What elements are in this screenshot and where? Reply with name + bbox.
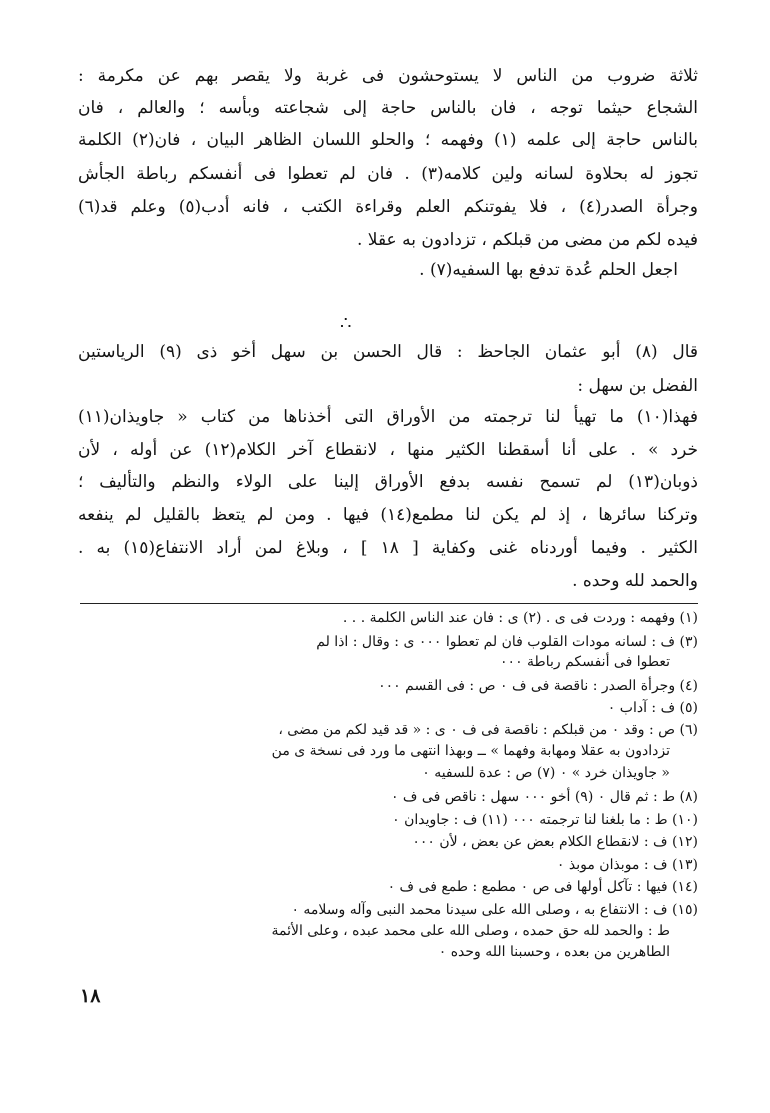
footnote-continuation: الطاهرين من بعده ، وحسبنا الله وحده ٠ xyxy=(438,944,670,960)
text-line: الفضل بن سهل : xyxy=(577,376,698,396)
text-line: وجرأة الصدر(٤) ، فلا يفوتنكم العلم وقراءة الكتب ، فانه أدب(٥) وعلم قد(٦) xyxy=(78,197,699,217)
text-line: الكثير . وفيما أوردناه غنى وكفاية [ ١٨ ] ، وبلاغ لمن أراد الانتفاع(١٥) به . xyxy=(78,538,698,558)
footnote: (١٠) ط : ما بلغنا لنا ترجمته ٠٠٠ (١١) ف : جاويدان ٠ xyxy=(392,812,698,828)
footnote: (٨) ط : ثم قال ٠ (٩) أخو ٠٠٠ سهل : ناقص فى ف ٠ xyxy=(390,789,698,805)
footnote-divider xyxy=(80,603,698,604)
footnote: (٤) وجرأة الصدر : ناقصة فى ف ٠ ص : فى القسم ٠٠٠ xyxy=(378,678,698,694)
section-separator: ∴ xyxy=(340,313,352,334)
text-line: قال (٨) أبو عثمان الجاحظ : قال الحسن بن سهل أخو ذى (٩) الرياستين xyxy=(78,342,699,362)
footnote: (١٣) ف : موبذان موبذ ٠ xyxy=(556,857,698,873)
footnote: (٦) ص : وقد ٠ من قبلكم : ناقصة فى ف ٠ ى : « قد قيد لكم من مضى ، xyxy=(278,722,698,738)
page-number: ١٨ xyxy=(80,985,101,1007)
text-line: ثلاثة ضروب من الناس لا يستوحشون فى غربة ولا يقصر بهم عن مكرمة : xyxy=(78,66,698,86)
text-line: وتركنا سائرها ، إذ لم يكن لنا مطمع(١٤) فيها . ومن لم يتعظ بالقليل لم ينفعه xyxy=(78,505,698,525)
footnote: (١٥) ف : الانتفاع به ، وصلى الله على سيدنا محمد النبى وآله وسلامه ٠ xyxy=(291,902,698,918)
text-line: تجوز له بحلاوة لسانه ولين كلامه(٣) . فان لم تعطوا فى أنفسكم رباطة الجأش xyxy=(78,164,698,184)
text-line: فيده لكم من مضى من قبلكم ، تزدادون به عقلا . xyxy=(357,230,698,250)
footnote-continuation: « جاويذان خرد » ٠ (٧) ص : عدة للسفيه ٠ xyxy=(422,765,670,781)
text-line: الشجاع حيثما توجه ، فان بالناس حاجة إلى شجاعته وبأسه ؛ والعالم ، فان xyxy=(78,98,698,118)
text-line: بالناس حاجة إلى علمه (١) وفهمه ؛ والحلو اللسان الظاهر البيان ، فان(٢) الكلمة xyxy=(78,130,698,150)
footnote: (١٤) فيها : تآكل أولها فى ص ٠ مطمع : طمع فى ف ٠ xyxy=(387,879,698,895)
text-line: والحمد لله وحده . xyxy=(572,571,698,591)
footnote-continuation: ط : والحمد لله حق حمده ، وصلى الله على محمد عبده ، وعلى الأئمة xyxy=(271,923,670,939)
footnote-continuation: تعطوا فى أنفسكم رباطة ٠٠٠ xyxy=(500,654,670,670)
poem-line: اجعل الحلم عُدة تدفع بها السفيه(٧) . xyxy=(419,260,678,280)
footnote: (٥) ف : آداب ٠ xyxy=(607,700,698,716)
text-line: ذوبان(١٣) لم تسمح نفسه بدفع الأوراق إلينا على الولاء والنظم والتأليف ؛ xyxy=(78,472,698,492)
footnote: (١) وفهمه : وردت فى ى . (٢) ى : فان عند الناس الكلمة . . . xyxy=(342,610,698,626)
footnote: (١٢) ف : لانقطاع الكلام بعض عن بعض ، لأن ٠٠٠ xyxy=(412,834,698,850)
footnote: (٣) ف : لسانه مودات القلوب فان لم تعطوا ٠٠٠ ى : وقال : اذا لم xyxy=(316,634,698,650)
footnote-continuation: تزدادون به عقلا ومهابة وفهما » ــ وبهذا انتهى ما ورد فى نسخة ى من xyxy=(271,743,670,759)
text-line: خرد » . على أنا أسقطنا الكثير منها ، لانقطاع آخر الكلام(١٢) عن أوله ، لأن xyxy=(78,440,698,460)
text-line: فهذا(١٠) ما تهيأ لنا ترجمته من الأوراق التى أخذناها من كتاب « جاويذان(١١) xyxy=(78,407,698,427)
